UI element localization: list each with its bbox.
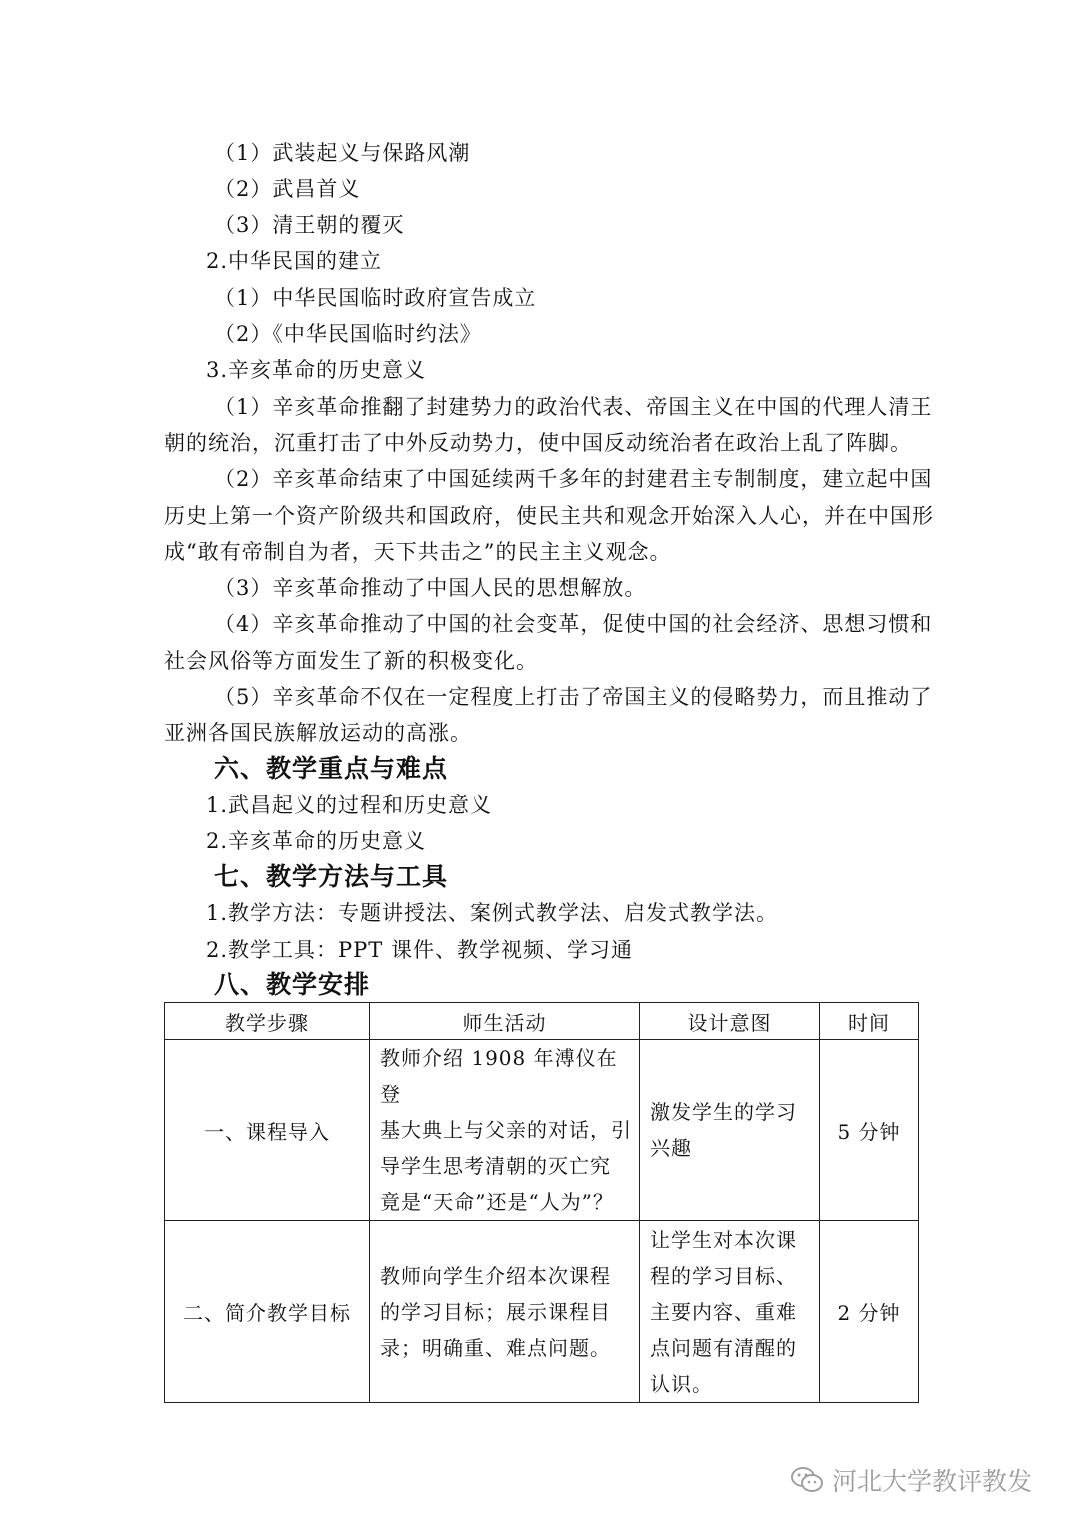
text-line: 历史上第一个资产阶级共和国政府，使民主共和观念开始深入人心，并在中国形: [164, 504, 934, 528]
cell-line: 教师介绍 1908 年溥仪在登: [380, 1046, 618, 1106]
watermark: [790, 1462, 1032, 1498]
activity-cell: [370, 1040, 640, 1221]
text-line: （2）《中华民国临时约法》: [214, 322, 482, 346]
cell-line: 兴趣: [650, 1136, 692, 1160]
step-cell: 一、课程导入: [165, 1040, 370, 1221]
text-line: （1）辛亥革命推翻了封建势力的政治代表、帝国主义在中国的代理人清王: [214, 395, 933, 419]
cell-line: 程的学习目标、: [650, 1263, 797, 1288]
text-line: 社会风俗等方面发生了新的积极变化。: [164, 649, 538, 673]
watermark-text: 河北大学教评教发: [832, 1467, 1033, 1496]
text-line: （3）清王朝的覆灭: [214, 213, 405, 237]
schedule-table: [164, 1002, 919, 1403]
table-header: 设计意图: [640, 1003, 820, 1040]
section-heading-8: 八、教学安排: [214, 970, 371, 999]
cell-line: 录；明确重、难点问题。: [380, 1335, 611, 1360]
text-line: 3.辛亥革命的历史意义: [206, 358, 427, 382]
section-heading-7: 七、教学方法与工具: [214, 862, 449, 891]
cell-line: 导学生思考清朝的灭亡究: [380, 1154, 611, 1178]
text-line: 朝的统治，沉重打击了中外反动势力，使中国反动统治者在政治上乱了阵脚。: [164, 431, 912, 455]
list-item: 2.辛亥革命的历史意义: [206, 829, 427, 853]
text-line: （2）辛亥革命结束了中国延续两千多年的封建君主专制制度，建立起中国: [214, 467, 933, 491]
intent-cell: [640, 1221, 820, 1403]
list-item: 1.教学方法：专题讲授法、案例式教学法、启发式教学法。: [206, 901, 779, 925]
cell-line: 教师向学生介绍本次课程: [380, 1263, 611, 1288]
section-heading-6: 六、教学重点与难点: [214, 754, 449, 783]
activity-cell: [370, 1221, 640, 1403]
text-line: （4）辛亥革命推动了中国的社会变革，促使中国的社会经济、思想习惯和: [214, 612, 933, 636]
text-line: 亚洲各国民族解放运动的高涨。: [164, 721, 472, 745]
table-header: 时间: [820, 1003, 919, 1040]
cell-line: 点问题有清醒的: [650, 1335, 797, 1360]
text-line: 2.中华民国的建立: [206, 249, 383, 273]
cell-line: 竟是“天命”还是“人为”？: [380, 1190, 614, 1214]
text-line: （1）武装起义与保路风潮: [214, 141, 471, 165]
cell-line: 的学习目标；展示课程目: [380, 1299, 611, 1324]
text-line: （3）辛亥革命推动了中国人民的思想解放。: [214, 576, 647, 600]
text-line: （2）武昌首义: [214, 177, 361, 201]
cell-line: 让学生对本次课: [650, 1227, 797, 1252]
text-line: 成“敢有帝制自为者，天下共击之”的民主主义观念。: [164, 540, 672, 564]
wechat-icon: [790, 1465, 824, 1495]
cell-line: 认识。: [650, 1371, 713, 1396]
cell-line: 基大典上与父亲的对话，引: [380, 1118, 632, 1142]
time-cell: 5 分钟: [820, 1040, 919, 1221]
text-line: （5）辛亥革命不仅在一定程度上打击了帝国主义的侵略势力，而且推动了: [214, 685, 933, 709]
cell-line: 主要内容、重难: [650, 1299, 797, 1324]
table-row: [165, 1221, 919, 1403]
list-item: 1.武昌起义的过程和历史意义: [206, 793, 493, 817]
table-header-row: [165, 1003, 919, 1040]
list-item: 2.教学工具：PPT 课件、教学视频、学习通: [206, 938, 633, 962]
time-cell: 2 分钟: [820, 1221, 919, 1403]
text-line: （1）中华民国临时政府宣告成立: [214, 286, 537, 310]
step-cell: 二、简介教学目标: [165, 1221, 370, 1403]
table-header: 师生活动: [370, 1003, 640, 1040]
table-row: [165, 1040, 919, 1221]
table-header: 教学步骤: [165, 1003, 370, 1040]
intent-cell: [640, 1040, 820, 1221]
cell-line: 激发学生的学习: [650, 1100, 797, 1124]
